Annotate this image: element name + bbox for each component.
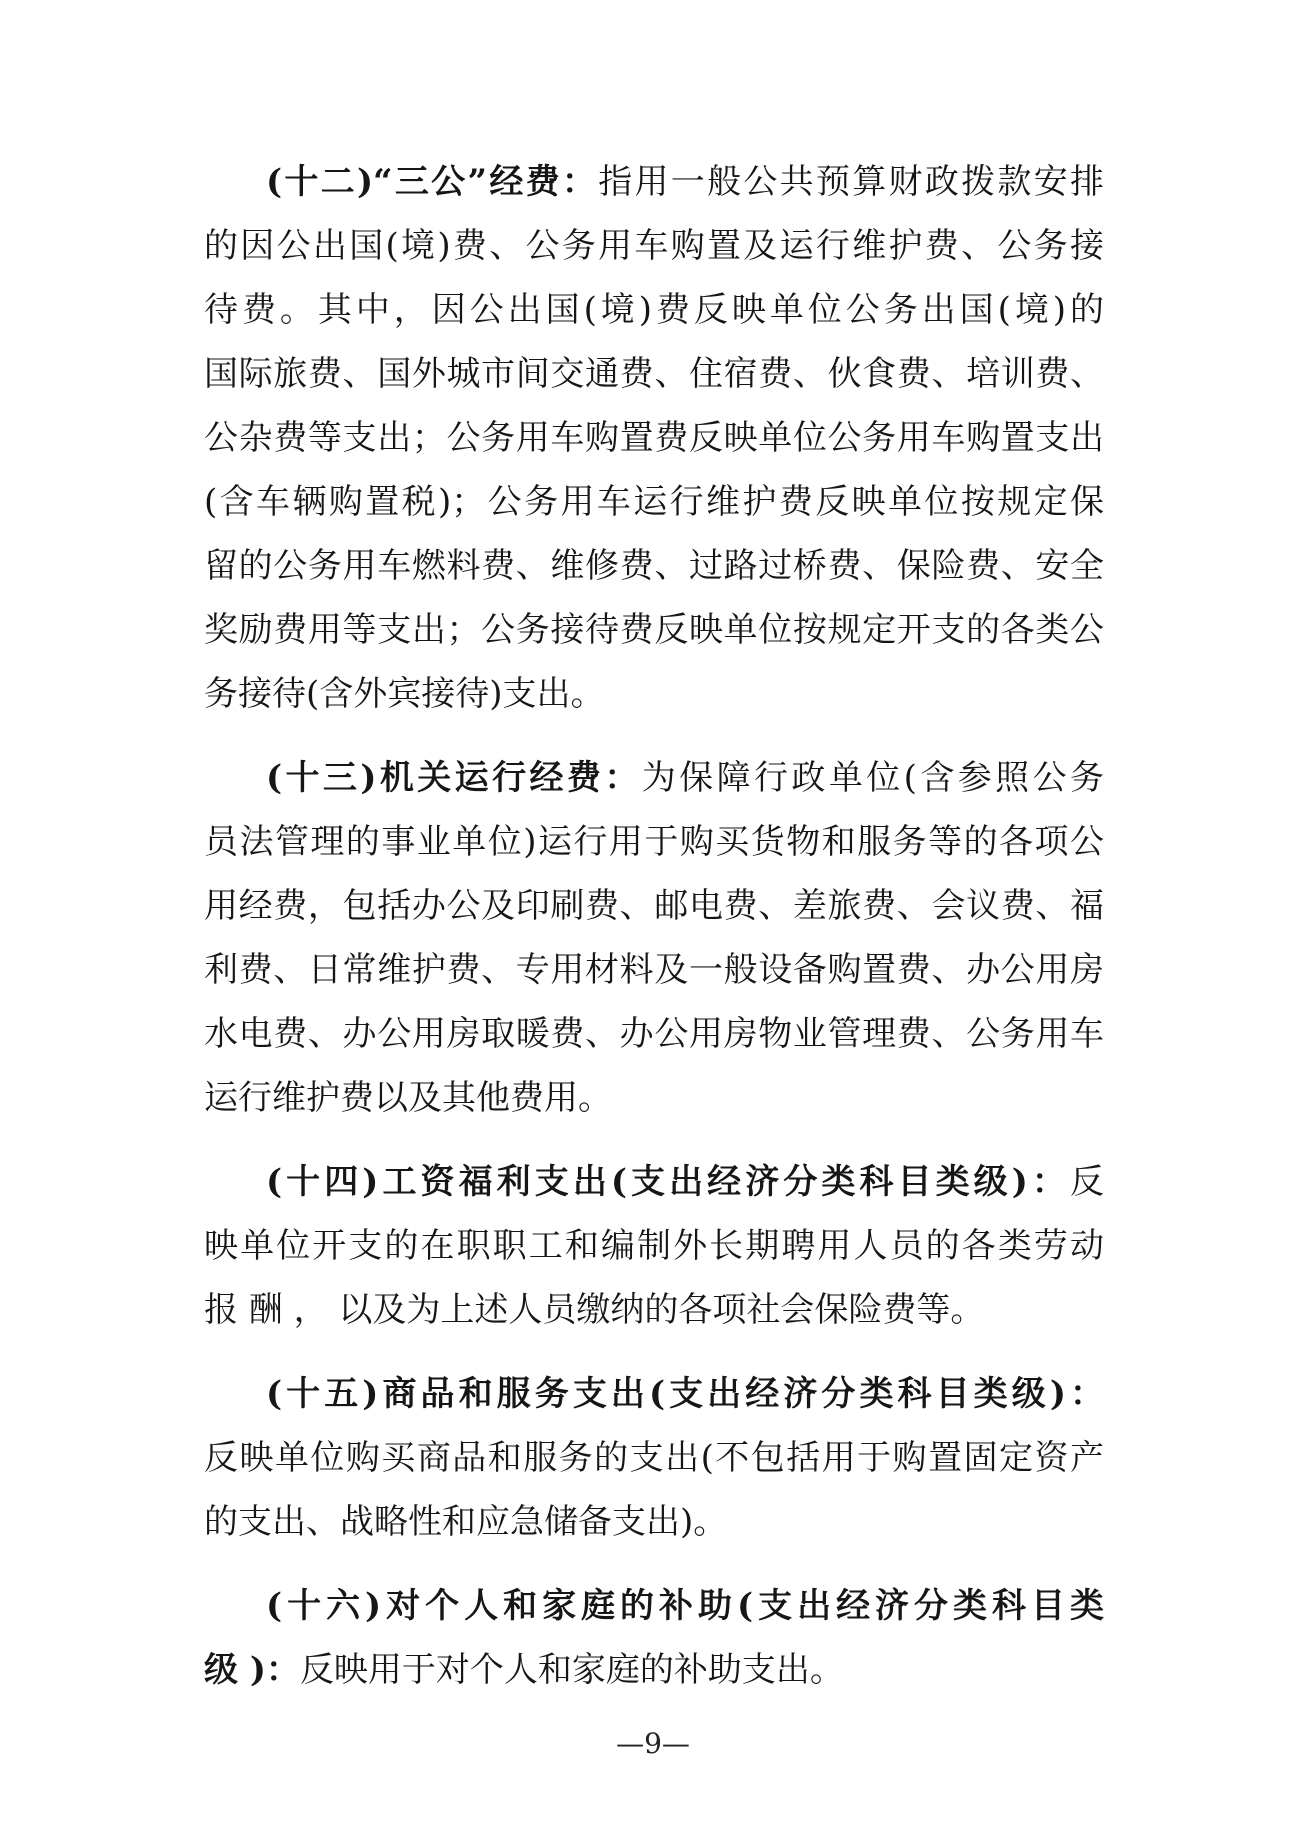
text-line bbox=[204, 746, 1104, 810]
text-line: 务接待(含外宾接待)支出。 bbox=[204, 674, 605, 714]
text-line: 国际旅费、国外城市间交通费、住宿费、伙食费、培训费、 bbox=[204, 354, 1104, 394]
text-line: 的支出、战略性和应急储备支出)。 bbox=[204, 1502, 728, 1542]
text-line: 利费、日常维护费、专用材料及一般设备购置费、办公用房 bbox=[204, 950, 1104, 990]
text-line: 报 酬 ， 以及为上述人员缴纳的各项社会保险费等。 bbox=[204, 1290, 985, 1330]
text-line: 反映单位购买商品和服务的支出(不包括用于购置固定资产 bbox=[204, 1438, 1104, 1478]
text-line: 用经费，包括办公及印刷费、邮电费、差旅费、会议费、福 bbox=[204, 886, 1104, 926]
paragraph-item-12 bbox=[204, 150, 1104, 726]
term-heading: (十四)工资福利支出(支出经济分类科目类级)： bbox=[266, 1162, 1070, 1202]
text-run: 为保障行政单位(含参照公务 bbox=[641, 758, 1104, 798]
text-line bbox=[204, 1638, 1104, 1702]
paragraph-item-16 bbox=[204, 1574, 1104, 1702]
term-heading: (十二)“三公”经费： bbox=[266, 162, 599, 202]
text-line bbox=[204, 150, 1104, 214]
text-line: (含车辆购置税)；公务用车运行维护费反映单位按规定保 bbox=[204, 482, 1104, 522]
term-heading: (十三)机关运行经费： bbox=[266, 758, 642, 798]
paragraph-item-14 bbox=[204, 1150, 1104, 1342]
text-run: 反 bbox=[1070, 1162, 1104, 1202]
term-heading: (十六)对个人和家庭的补助(支出经济分类科目类 bbox=[266, 1586, 1104, 1626]
text-line: 员法管理的事业单位)运行用于购买货物和服务等的各项公 bbox=[204, 822, 1104, 862]
text-line: 映单位开支的在职职工和编制外长期聘用人员的各类劳动 bbox=[204, 1226, 1104, 1266]
page-number: —9— bbox=[616, 1727, 690, 1760]
text-line bbox=[204, 1150, 1104, 1214]
text-line: 留的公务用车燃料费、维修费、过路过桥费、保险费、安全 bbox=[204, 546, 1104, 586]
text-line bbox=[204, 1362, 1104, 1426]
text-line: 待费。其中，因公出国(境)费反映单位公务出国(境)的 bbox=[204, 290, 1104, 330]
text-line: 奖励费用等支出；公务接待费反映单位按规定开支的各类公 bbox=[204, 610, 1104, 650]
term-heading: (十五)商品和服务支出(支出经济分类科目类级)： bbox=[266, 1374, 1104, 1414]
term-heading-continued: 级 )： bbox=[204, 1650, 300, 1690]
text-line: 水电费、办公用房取暖费、办公用房物业管理费、公务用车 bbox=[204, 1014, 1104, 1054]
text-line: 运行维护费以及其他费用。 bbox=[204, 1078, 612, 1118]
paragraph-item-13 bbox=[204, 746, 1104, 1130]
text-line: 公杂费等支出；公务用车购置费反映单位公务用车购置支出 bbox=[204, 418, 1104, 458]
paragraph-item-15 bbox=[204, 1362, 1104, 1554]
text-run: 反映用于对个人和家庭的补助支出。 bbox=[299, 1650, 844, 1690]
document-body bbox=[204, 150, 1104, 1702]
text-run: 指用一般公共预算财政拨款安排 bbox=[598, 162, 1104, 202]
text-line: 的因公出国(境)费、公务用车购置及运行维护费、公务接 bbox=[204, 226, 1104, 266]
text-line bbox=[204, 1574, 1104, 1638]
